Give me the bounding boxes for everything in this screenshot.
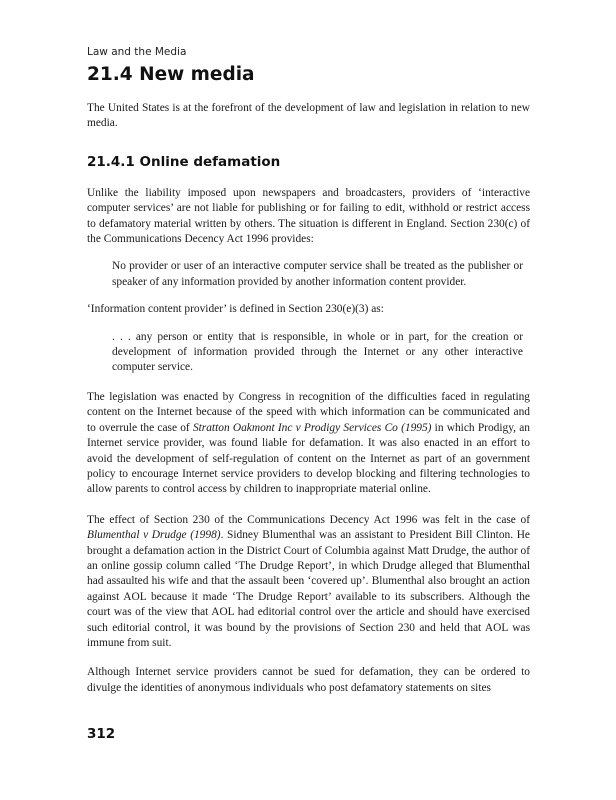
paragraph-text: The legislation was enacted by Congress in recognition of the difficulties faced in regulating content on the Internet because of the speed with which information can be communicated and to overrule the case of <box>87 390 530 434</box>
intro-paragraph: The United States is at the forefront of the development of law and legislation in relation to new media. <box>87 102 530 130</box>
paragraph-blumenthal <box>87 513 530 652</box>
paragraph-text: . Sidney Blumenthal was an assistant to President Bill Clinton. He brought a defamation action in the District Court of Columbia against Matt Drudge, the author of an online gossip column called ‘The Drudge Report’, in which Drudge alleged that Blumenthal had assaulted his wife and that the assault been ‘covered up’. Blumenthal also brought an action against AOL because it made ‘The Drudge Report’ available to its subscribers. Although the court was of the view that AOL had editorial control over the article and should have exercised such editorial control, it was bound by the provisions of Section 230 and held that AOL was immune from suit. <box>87 529 530 649</box>
section-title: 21.4 New media <box>87 64 255 85</box>
subsection-title: 21.4.1 Online defamation <box>87 153 281 170</box>
paragraph-definition: ‘Information content provider’ is defined in Section 230(e)(3) as: <box>87 303 384 316</box>
case-citation-stratton: Stratton Oakmont Inc v Prodigy Services Co (1995) <box>192 421 432 434</box>
running-head: Law and the Media <box>87 46 187 58</box>
paragraph-isp-disclosure: Although Internet service providers cannot be sued for defamation, they can be ordered to divulge the identities of anonymous individuals who post defamatory statements on sites <box>87 666 530 694</box>
blockquote-section-230e3: . . . any person or entity that is responsible, in whole or in part, for the creation or development of information provided through the Internet or any other interactive computer service. <box>112 330 523 374</box>
page-number: 312 <box>87 726 116 742</box>
paragraph-text: in which Prodigy, an Internet service provider, was found liable for defamation. It was also enacted in an effort to avoid the development of self-regulation of content on the Internet as part of an government policy to encourage Internet service providers to develop blocking and filtering technologies to allow parents to control access by children to inappropriate material online. <box>87 421 530 496</box>
blockquote-section-230c: No provider or user of an interactive computer service shall be treated as the publisher or speaker of any information provided by another information content provider. <box>112 260 523 288</box>
paragraph-liability: Unlike the liability imposed upon newspapers and broadcasters, providers of ‘interactive computer services’ are not liable for publishing or for failing to edit, withhold or restrict access to defamatory material written by others. The situation is different in England. Section 230(c) of the Communications Decency Act 1996 provides: <box>87 186 530 246</box>
paragraph-legislation <box>87 390 530 498</box>
page-body <box>87 46 530 696</box>
paragraph-text: The effect of Section 230 of the Communications Decency Act 1996 was felt in the case of <box>87 513 530 526</box>
case-citation-blumenthal: Blumenthal v Drudge (1998) <box>87 529 221 542</box>
